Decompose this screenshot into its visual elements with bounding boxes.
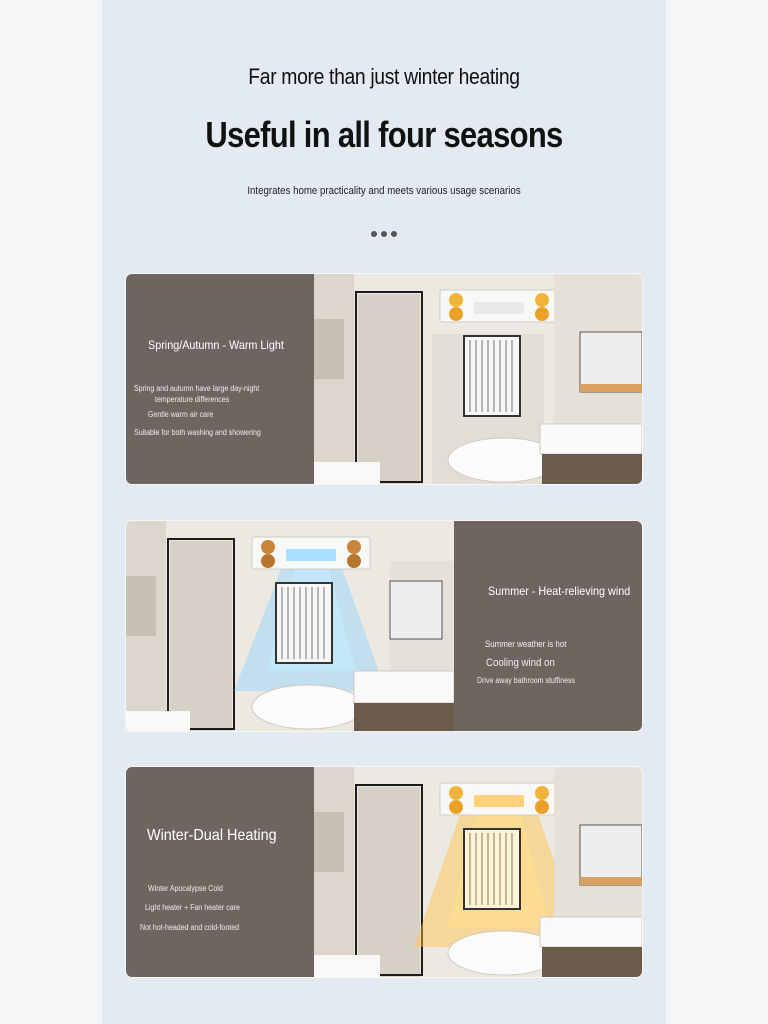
card-line: Summer weather is hot <box>485 639 567 649</box>
text-panel <box>126 274 314 484</box>
card-line: Light heater + Fan heater care <box>145 903 240 912</box>
bathroom-photo-cooling-wind <box>126 521 454 731</box>
product-detail-page <box>102 0 666 1024</box>
card-title: Summer - Heat-relieving wind <box>488 584 631 598</box>
card-line: Winter Apocalypse Cold <box>148 884 223 893</box>
card-line: Gentle warm air care <box>148 410 214 419</box>
bathroom-photo-dual-heating <box>314 767 642 977</box>
card-title: Winter-Dual Heating <box>147 827 277 844</box>
card-line: Suitable for both washing and showering <box>134 428 261 437</box>
card-line: Drive away bathroom stuffiness <box>477 676 576 685</box>
season-card-summer <box>126 521 642 731</box>
season-card-spring-autumn <box>126 274 642 484</box>
card-line: Spring and autumn have large day-night <box>134 384 260 393</box>
text-panel <box>126 767 314 977</box>
headline-small: Far more than just winter heating <box>248 64 520 89</box>
text-panel <box>454 521 642 731</box>
card-title: Spring/Autumn - Warm Light <box>148 338 284 352</box>
season-card-winter <box>126 767 642 977</box>
bathroom-photo-warm-light <box>314 274 642 484</box>
card-line: temperature differences <box>155 395 230 404</box>
card-line: Not hot-headed and cold-footed <box>140 923 240 932</box>
headline-large: Useful in all four seasons <box>205 114 563 155</box>
headline-subtext: Integrates home practicality and meets various usage scenarios <box>247 185 521 197</box>
dots-divider-icon <box>102 224 666 242</box>
card-line: Cooling wind on <box>486 657 555 669</box>
